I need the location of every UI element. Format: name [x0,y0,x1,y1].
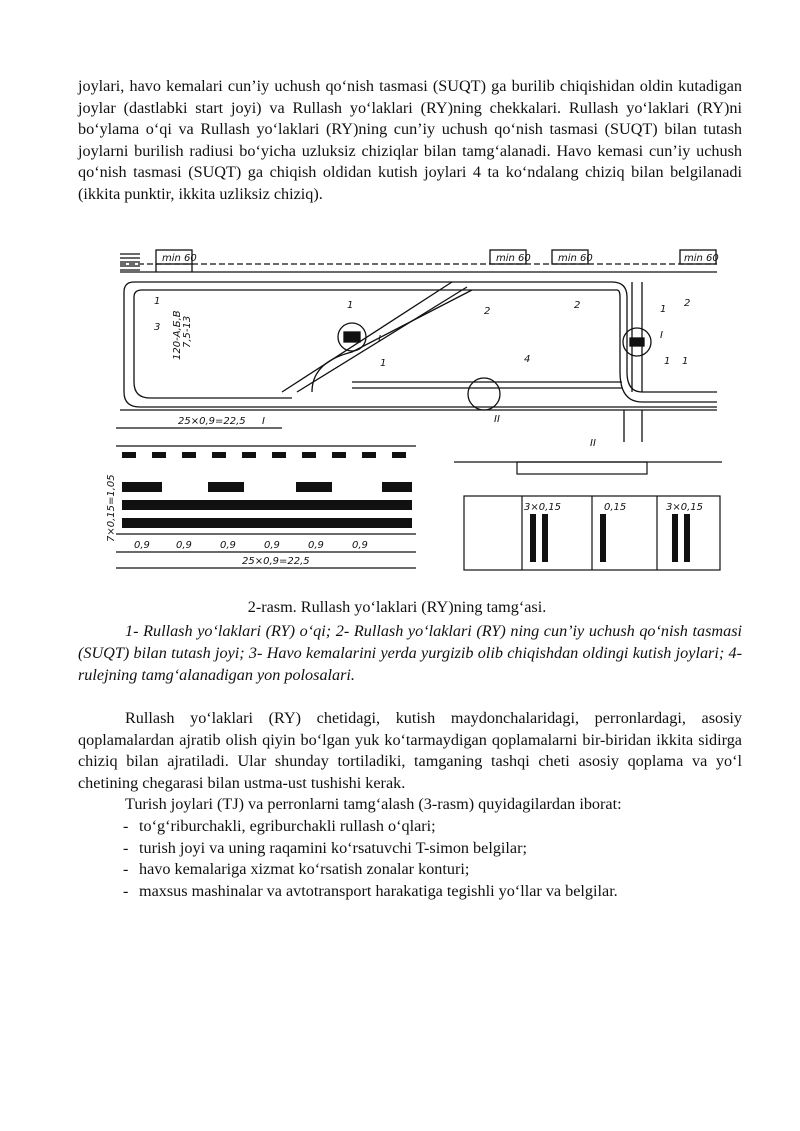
svg-text:7,5-13: 7,5-13 [182,315,193,348]
figure-caption-title: 2-rasm. Rullash yo‘laklari (RY)ning tamg‘asi. [247,598,547,616]
svg-text:0,9: 0,9 [134,540,150,551]
body-paragraph-2: Rullash yo‘laklari (RY) chetidagi, kutish maydonchalaridagi, perronlardagi, asosiy qoplamalardan ajratib olish qiyin bo‘lgan yuk ko‘tarmaydigan qoplamalarni bir-biridan ikkita sidirga chiziq bilan ajratiladi. Ular shunday tortiladiki, tamganing tashqi cheti asosiy qoplama va yo‘l chetining chegarasi bilan ustma-ust tushishi kerak. [78,709,742,792]
svg-text:2: 2 [484,306,491,317]
svg-text:0,9: 0,9 [176,540,192,551]
svg-text:3×0,15: 3×0,15 [666,502,704,513]
figure-caption-description: 1- Rullash yo‘laklari (RY) o‘qi; 2- Rullash yo‘laklari (RY) ning cun’iy uchush qo‘nish tasmasi (SUQT) bilan tutash joyi; 3- Havo kemalarini yerda yurgizib olib chiqishdan oldingi kutish joylari; 4- rulejning tamg‘alanadigan yon polosalari. [78,622,742,684]
svg-text:25×0,9=22,5: 25×0,9=22,5 [242,556,310,567]
svg-text:7×0,15=1,05: 7×0,15=1,05 [106,474,117,542]
svg-text:4: 4 [524,354,531,365]
list-item: - havo kemalariga xizmat ko‘rsatish zonalar konturi; [123,859,743,881]
list-marker: - [123,860,129,878]
detail-I [106,416,416,568]
list-marker: - [123,881,129,900]
list-marker: - [123,817,129,835]
plan-view [120,250,717,442]
svg-text:0,9: 0,9 [220,540,236,551]
svg-text:II: II [590,438,596,449]
svg-text:I: I [262,416,265,427]
svg-text:0,9: 0,9 [264,540,280,551]
svg-text:120-А,Б,В: 120-А,Б,В [172,310,183,360]
svg-text:0,15: 0,15 [604,502,627,513]
intro-paragraph: joylari, havo kemalari cun’iy uchush qo‘nish tasmasi (SUQT) ga burilib chiqishidan oldin kutadigan joylar (dastlabki start joyi) va Rullash yo‘laklari (RY)ning chekkalari. Rullash yo‘laklari (RY)ni bo‘ylama o‘qi va Rullash yo‘laklari (RY)ning cun’iy uchush qo‘nish tasmasi (SUQT) bilan tutash joylarni burilish radiusi bo‘yicha uzluksiz chiziqlar bilan tamg‘alanadi. Havo kemasi cun’iy uchush qo‘nish tasmasi (SUQT) ga chiqish oldidan kutish joylari 4 ta ko‘ndalang chiziq bilan belgilanadi (ikkita punktir, ikkita uzliksiz chiziq). [78,77,742,203]
svg-text:min 60: min 60 [684,253,719,264]
body-paragraph-3: Turish joylari (TJ) va perronlarni tamg‘alash (3-rasm) quyidagilardan iborat: [125,795,622,813]
svg-text:II: II [494,414,500,425]
svg-text:0,9: 0,9 [352,540,368,551]
detail-II [454,438,722,570]
svg-text:I: I [378,334,381,345]
list-item: - to‘g‘riburchakli, egriburchakli rullash o‘qlari; [123,816,743,838]
svg-text:1: 1 [664,356,671,367]
svg-text:min 60: min 60 [496,253,531,264]
svg-text:0,9: 0,9 [308,540,324,551]
svg-text:1: 1 [660,304,667,315]
marking-list [123,816,743,902]
svg-text:1: 1 [682,356,689,367]
runway-hatch-left [120,254,140,270]
svg-text:I: I [660,330,663,341]
svg-text:1: 1 [154,296,161,307]
min60-label: min 60 [162,253,197,264]
svg-text:1: 1 [380,358,387,369]
svg-text:3×0,15: 3×0,15 [524,502,562,513]
svg-text:min 60: min 60 [558,253,593,264]
svg-text:1: 1 [347,300,354,311]
taxiway-marking-figure [106,242,724,582]
solid-bars [122,482,412,528]
list-item: - maxsus mashinalar va avtotransport harakatiga tegishli yo‘llar va belgilar. [123,881,743,903]
list-item: - turish joyi va uning raqamini ko‘rsatuvchi T-simon belgilar; [123,838,743,860]
dashed-top-row [122,452,406,458]
svg-text:2: 2 [574,300,581,311]
svg-text:3: 3 [154,322,161,333]
list-marker: - [123,838,129,857]
svg-text:2: 2 [684,298,691,309]
svg-text:25×0,9=22,5: 25×0,9=22,5 [178,416,246,427]
